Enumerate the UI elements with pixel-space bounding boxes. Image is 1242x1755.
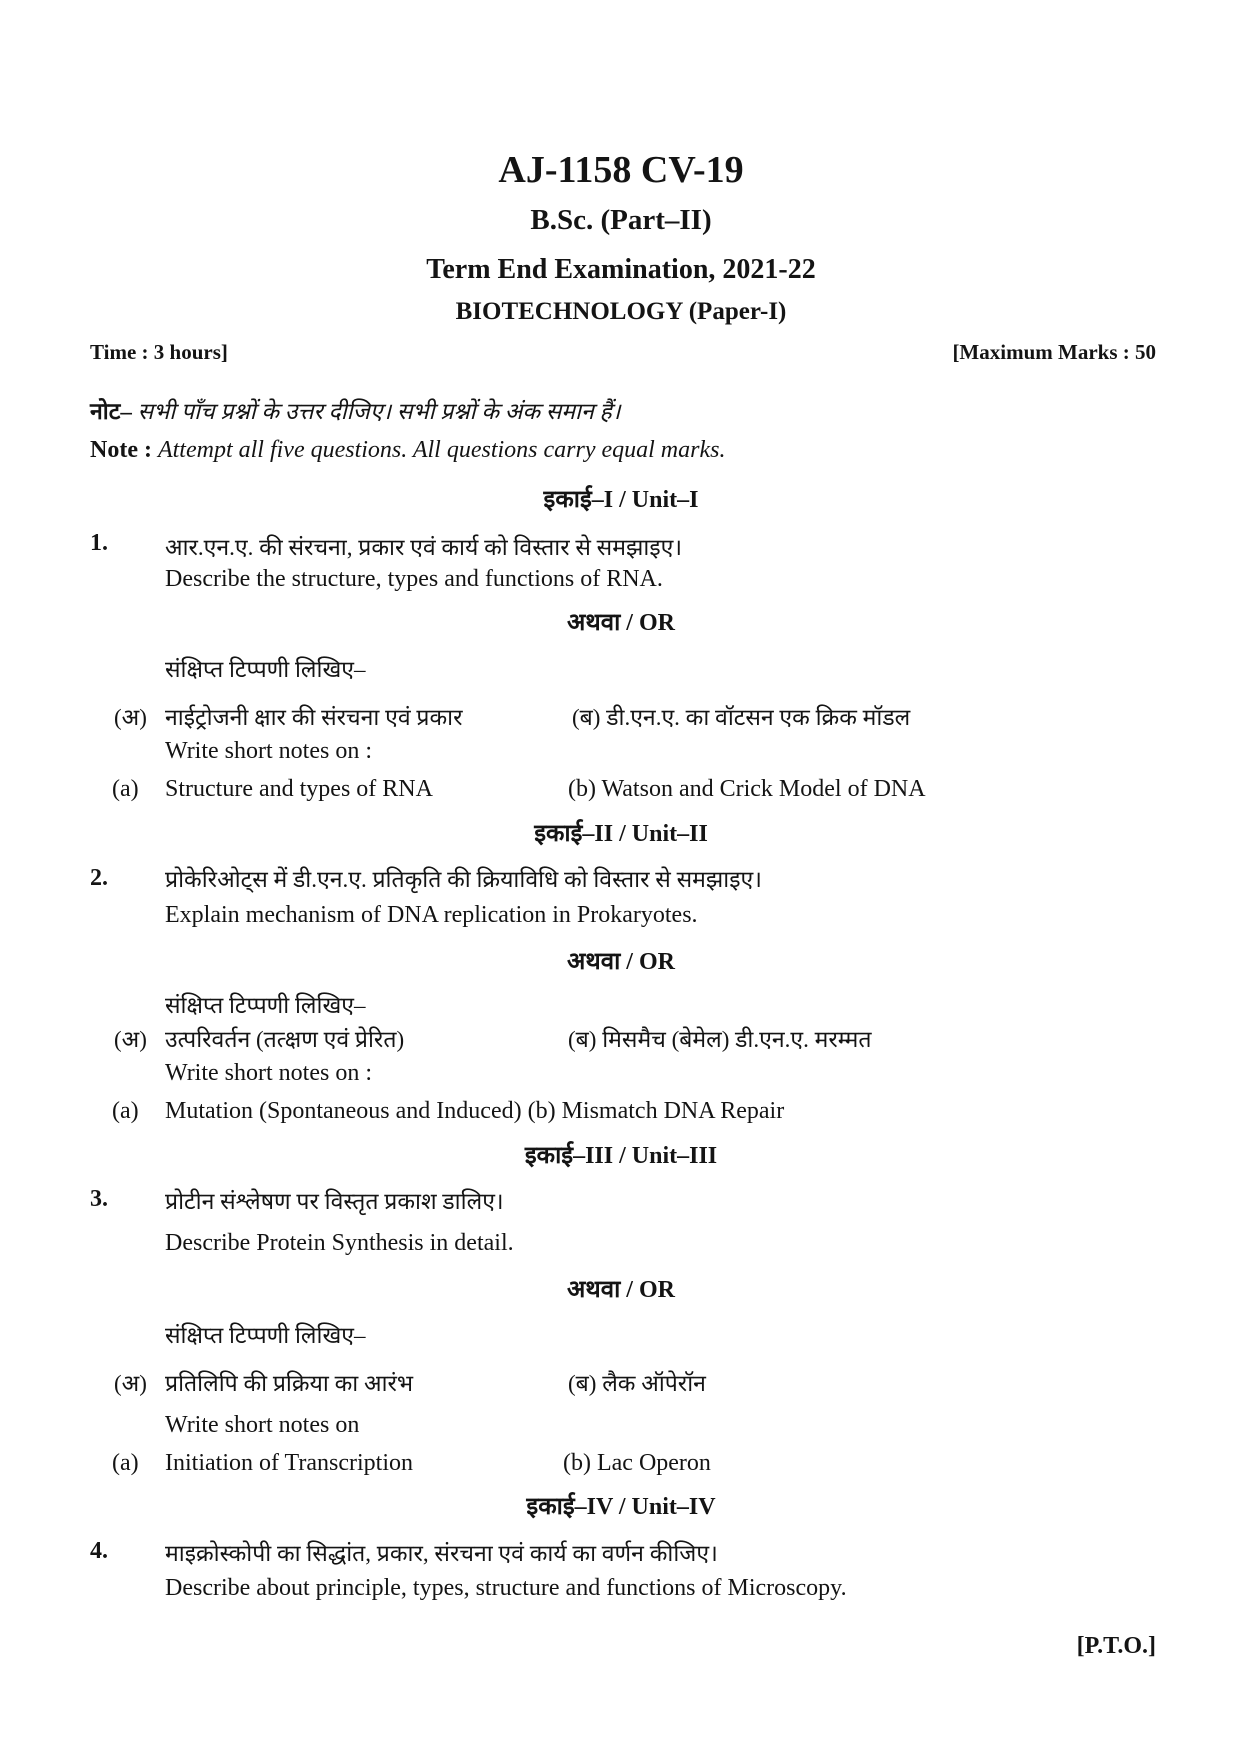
note-hindi-text: सभी पाँच प्रश्नों के उत्तर दीजिए। सभी प्रश्नों के अंक समान हैं। — [137, 399, 621, 424]
question-4-hindi: माइक्रोस्कोपी का सिद्धांत, प्रकार, संरचना एवं कार्य का वर्णन कीजिए। — [165, 1541, 718, 1566]
note-english-label: Note : — [90, 437, 152, 463]
note-hindi-label: नोट– — [90, 399, 132, 424]
or-divider-3: अथवा / OR — [567, 1277, 675, 1303]
course-title: B.Sc. (Part–II) — [530, 204, 712, 236]
question-1-hindi: आर.एन.ए. की संरचना, प्रकार एवं कार्य को विस्तार से समझाइए। — [165, 535, 683, 560]
option-a-hindi-mark-2: (अ) — [114, 1027, 147, 1052]
question-1-english: Describe the structure, types and functions of RNA. — [165, 566, 663, 592]
question-3-english: Describe Protein Synthesis in detail. — [165, 1230, 514, 1256]
question-3-hindi: प्रोटीन संश्लेषण पर विस्तृत प्रकाश डालिए। — [165, 1189, 504, 1214]
note-english — [90, 437, 725, 464]
option-a-hindi-mark-1: (अ) — [114, 705, 147, 730]
option-a-hindi-3: प्रतिलिपि की प्रक्रिया का आरंभ — [165, 1371, 414, 1396]
note-english-text: Attempt all five questions. All questions carry equal marks. — [157, 437, 726, 463]
question-2-hindi: प्रोकेरिओट्स में डी.एन.ए. प्रतिकृति की क्रियाविधि को विस्तार से समझाइए। — [165, 867, 762, 892]
question-number-1: 1. — [90, 530, 108, 556]
option-b-hindi-2: (ब) मिसमैच (बेमेल) डी.एन.ए. मरम्मत — [568, 1027, 872, 1052]
note-hindi — [90, 394, 620, 426]
question-number-4: 4. — [90, 1538, 108, 1564]
max-marks-label: [Maximum Marks : 50 — [952, 340, 1156, 364]
option-b-english-3: (b) Lac Operon — [563, 1450, 711, 1476]
short-notes-hindi-2: संक्षिप्त टिप्पणी लिखिए– — [165, 993, 366, 1018]
subject-title: BIOTECHNOLOGY (Paper-I) — [455, 298, 787, 325]
short-notes-hindi-3: संक्षिप्त टिप्पणी लिखिए– — [165, 1323, 366, 1348]
pto-marker: [P.T.O.] — [1076, 1633, 1156, 1659]
paper-code: AJ-1158 CV-19 — [498, 149, 744, 191]
option-a-hindi-1: नाईट्रोजनी क्षार की संरचना एवं प्रकार — [165, 705, 463, 730]
option-a-english-mark-3: (a) — [112, 1450, 139, 1476]
option-a-english-1: Structure and types of RNA — [165, 776, 433, 802]
option-a-english-2 — [165, 1098, 784, 1125]
option-b-hindi-1: (ब) डी.एन.ए. का वॉटसन एक क्रिक मॉडल — [572, 705, 911, 730]
exam-title: Term End Examination, 2021-22 — [426, 254, 816, 285]
option-a-hindi-2: उत्परिवर्तन (तत्क्षण एवं प्रेरित) — [165, 1027, 405, 1052]
option-a-hindi-mark-3: (अ) — [114, 1371, 147, 1396]
short-notes-english-3: Write short notes on — [165, 1412, 360, 1438]
option-a-english-3: Initiation of Transcription — [165, 1450, 413, 1476]
or-divider-1: अथवा / OR — [567, 610, 675, 636]
option-b-english-2: (b) Mismatch DNA Repair — [527, 1098, 785, 1124]
unit-heading-2: इकाई–II / Unit–II — [534, 821, 708, 847]
unit-heading-4: इकाई–IV / Unit–IV — [526, 1494, 716, 1520]
question-number-3: 3. — [90, 1186, 108, 1212]
question-number-2: 2. — [90, 865, 108, 891]
or-divider-2: अथवा / OR — [567, 949, 675, 975]
short-notes-hindi-1: संक्षिप्त टिप्पणी लिखिए– — [165, 657, 366, 682]
unit-heading-3: इकाई–III / Unit–III — [524, 1143, 718, 1169]
option-a-english-mark-1: (a) — [112, 776, 139, 802]
unit-heading-1: इकाई–I / Unit–I — [543, 487, 699, 513]
option-a-english-2-text: Mutation (Spontaneous and Induced) — [165, 1098, 522, 1124]
option-b-hindi-3: (ब) लैक ऑपेरॉन — [568, 1371, 706, 1396]
question-2-english: Explain mechanism of DNA replication in Prokaryotes. — [165, 902, 698, 928]
short-notes-english-2: Write short notes on : — [165, 1060, 372, 1086]
option-a-english-mark-2: (a) — [112, 1098, 139, 1124]
option-b-english-1: (b) Watson and Crick Model of DNA — [568, 776, 926, 802]
short-notes-english-1: Write short notes on : — [165, 738, 372, 764]
time-label: Time : 3 hours] — [90, 340, 228, 364]
question-4-english: Describe about principle, types, structure and functions of Microscopy. — [165, 1575, 847, 1601]
